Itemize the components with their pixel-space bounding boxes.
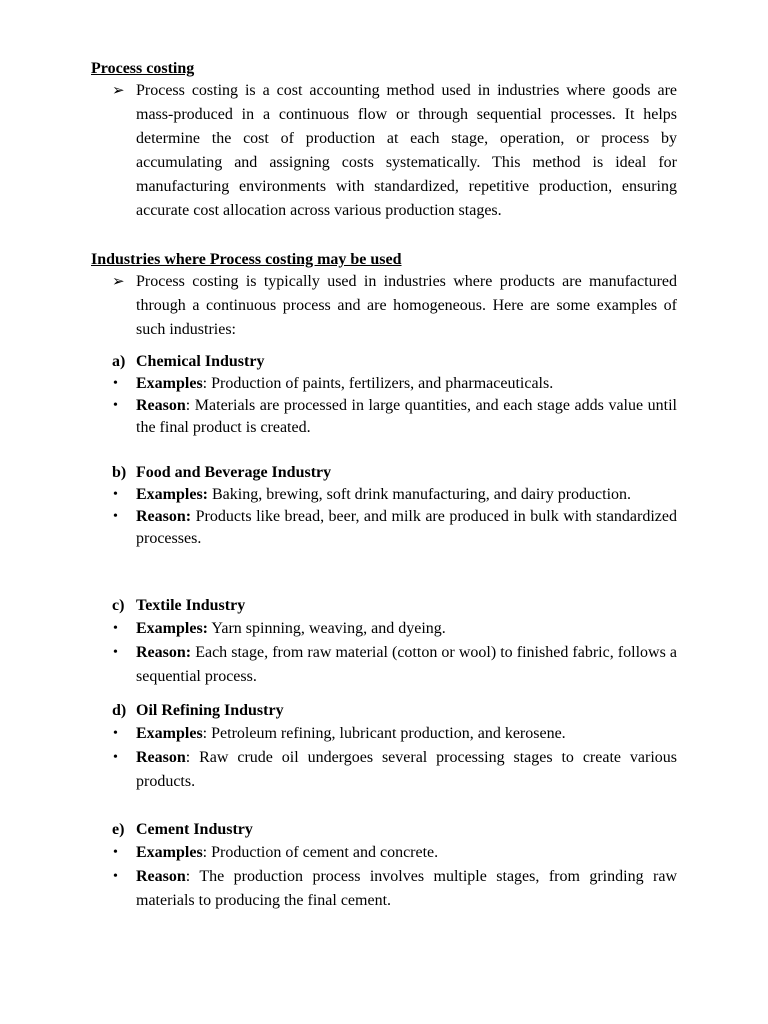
industry-title xyxy=(91,595,677,617)
intro-paragraph xyxy=(91,270,677,342)
examples-text: : Production of paints, fertilizers, and pharmaceuticals. xyxy=(202,375,554,392)
industry-item-cement xyxy=(91,819,677,913)
industry-name: Chemical Industry xyxy=(136,353,265,370)
industry-name: Textile Industry xyxy=(136,597,246,614)
list-letter: b) xyxy=(112,464,127,481)
industry-title xyxy=(91,462,677,484)
section-heading: Process costing xyxy=(91,60,195,77)
examples-bullet xyxy=(91,722,677,746)
examples-text: Yarn spinning, weaving, and dyeing. xyxy=(208,620,446,637)
intro-paragraph xyxy=(91,79,677,223)
industry-title xyxy=(91,819,677,841)
bullet-dot-icon: • xyxy=(113,509,118,524)
reason-text: : The production process involves multiple stages, from grinding raw materials to producing the final cement. xyxy=(136,868,677,909)
reason-label: Reason: xyxy=(136,644,192,661)
reason-text: : Materials are processed in large quantities, and each stage adds value until the final product is created. xyxy=(136,397,677,436)
examples-label: Examples xyxy=(136,844,203,861)
examples-bullet xyxy=(91,373,677,395)
examples-label: Examples: xyxy=(136,620,208,637)
examples-text: Baking, brewing, soft drink manufacturing, and dairy production. xyxy=(208,486,632,503)
industry-name: Food and Beverage Industry xyxy=(136,464,332,481)
section-heading: Industries where Process costing may be used xyxy=(91,251,402,268)
reason-label: Reason xyxy=(136,868,186,885)
bullet-dot-icon: • xyxy=(113,726,118,741)
industry-item-chemical xyxy=(91,351,677,439)
examples-bullet xyxy=(91,841,677,865)
list-letter: d) xyxy=(112,702,127,719)
reason-text: Each stage, from raw material (cotton or wool) to finished fabric, follows a sequential process. xyxy=(136,644,677,685)
examples-bullet xyxy=(91,484,677,506)
reason-bullet xyxy=(91,865,677,913)
reason-bullet xyxy=(91,746,677,794)
arrow-bullet-icon: ➢ xyxy=(112,274,125,290)
paragraph-text: Process costing is typically used in industries where products are manufactured through a continuous process and are homogeneous. Here are some examples of such industries: xyxy=(136,273,677,338)
reason-label: Reason xyxy=(136,749,186,766)
industry-item-textile xyxy=(91,595,677,689)
section-industries xyxy=(91,250,677,342)
bullet-dot-icon: • xyxy=(113,869,118,884)
industry-item-food-beverage xyxy=(91,462,677,550)
examples-label: Examples: xyxy=(136,486,208,503)
reason-text: Products like bread, beer, and milk are produced in bulk with standardized processes. xyxy=(136,508,677,547)
bullet-dot-icon: • xyxy=(113,645,118,660)
examples-bullet xyxy=(91,617,677,641)
reason-bullet xyxy=(91,641,677,689)
industry-item-oil-refining xyxy=(91,700,677,794)
bullet-dot-icon: • xyxy=(113,845,118,860)
bullet-dot-icon: • xyxy=(113,398,118,413)
industry-title xyxy=(91,351,677,373)
reason-bullet xyxy=(91,395,677,439)
examples-text: : Petroleum refining, lubricant production, and kerosene. xyxy=(202,725,566,742)
section-process-costing xyxy=(91,59,677,223)
bullet-dot-icon: • xyxy=(113,750,118,765)
reason-bullet xyxy=(91,506,677,550)
examples-label: Examples xyxy=(136,375,203,392)
industry-name: Cement Industry xyxy=(136,821,253,838)
list-letter: e) xyxy=(112,821,125,838)
bullet-dot-icon: • xyxy=(113,487,118,502)
arrow-bullet-icon: ➢ xyxy=(112,83,125,99)
list-letter: a) xyxy=(112,353,126,370)
reason-label: Reason xyxy=(136,397,186,414)
paragraph-text: Process costing is a cost accounting method used in industries where goods are mass-produced in a continuous flow or through sequential processes. It helps determine the cost of production at each stage, operation, or process by accumulating and assigning costs systematically. This method is ideal for manufacturing environments with standardized, repetitive production, ensuring accurate cost allocation across various production stages. xyxy=(136,82,677,219)
bullet-dot-icon: • xyxy=(113,621,118,636)
bullet-dot-icon: • xyxy=(113,376,118,391)
examples-text: : Production of cement and concrete. xyxy=(202,844,439,861)
industry-title xyxy=(91,700,677,722)
reason-label: Reason: xyxy=(136,508,192,525)
reason-text: : Raw crude oil undergoes several processing stages to create various products. xyxy=(136,749,677,790)
examples-label: Examples xyxy=(136,725,203,742)
industry-name: Oil Refining Industry xyxy=(136,702,284,719)
list-letter: c) xyxy=(112,597,125,614)
